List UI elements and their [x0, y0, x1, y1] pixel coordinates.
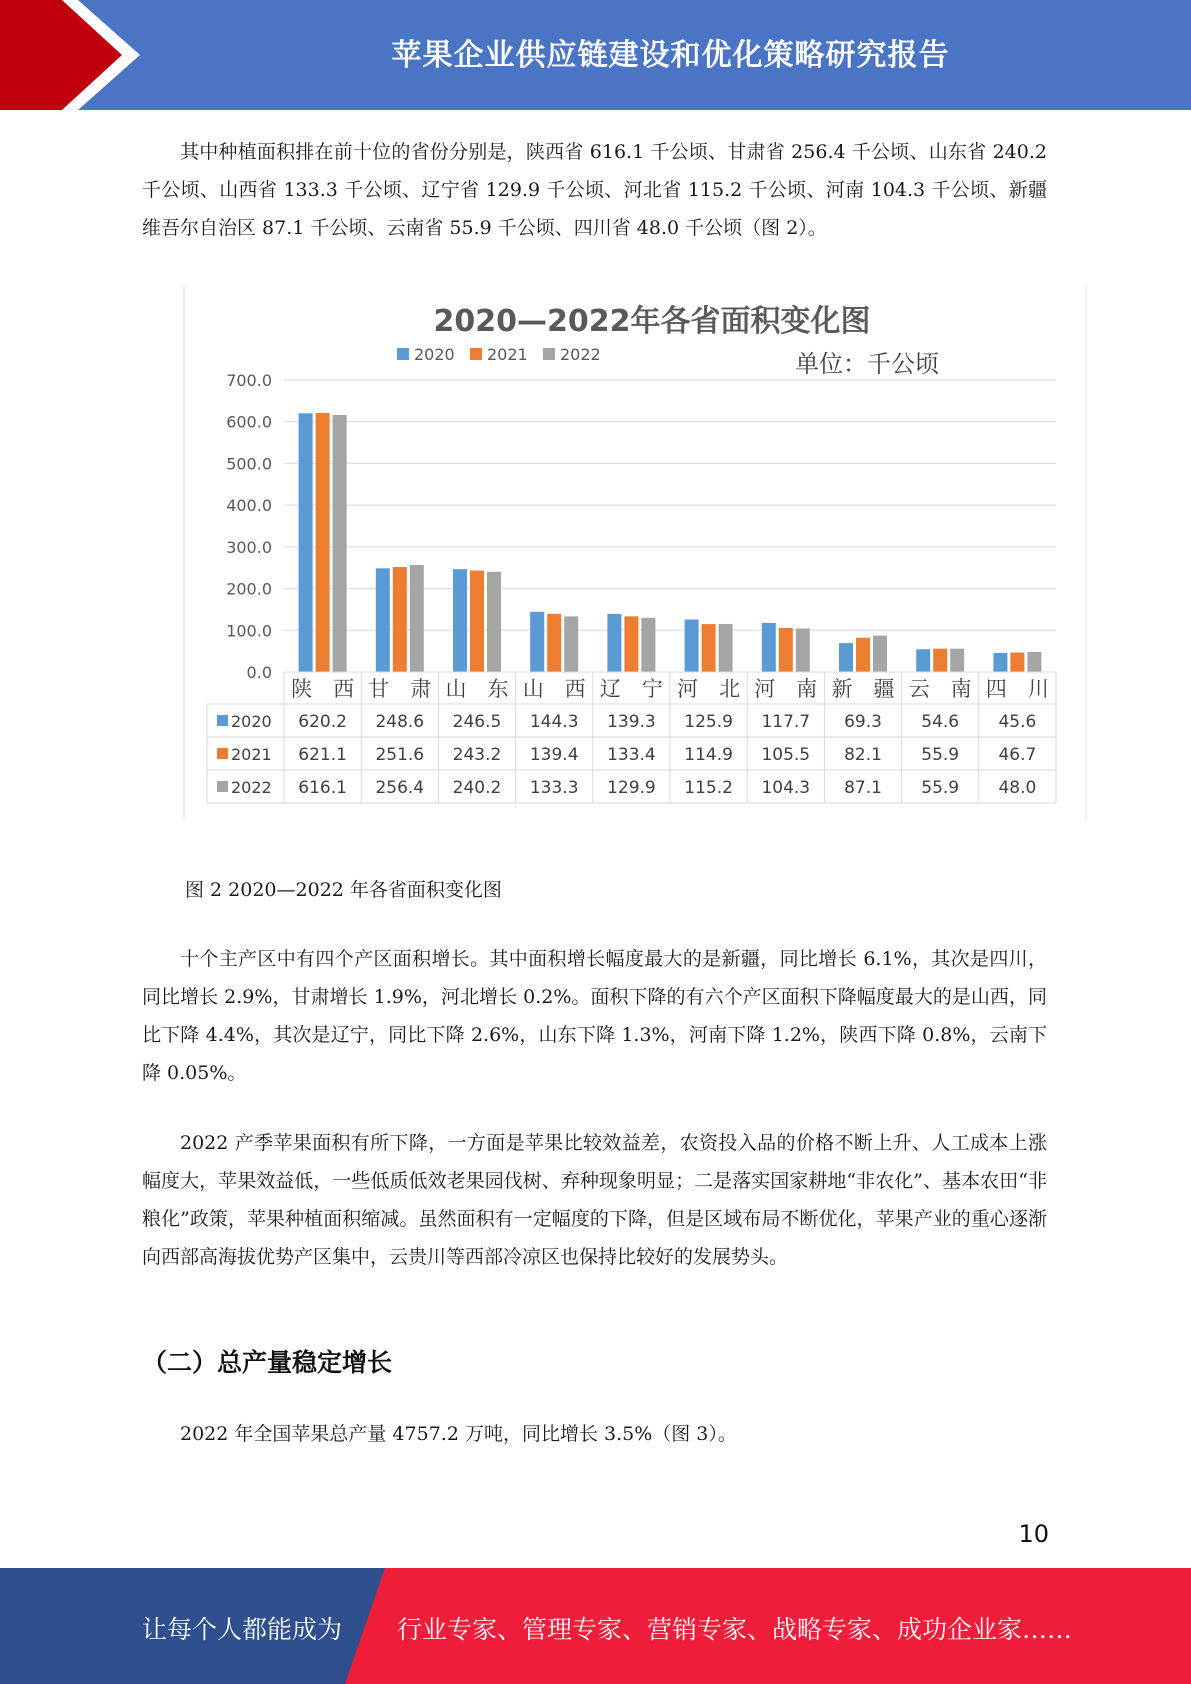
data-table-value: 129.9: [607, 778, 656, 798]
data-table-value: 48.0: [998, 778, 1037, 798]
data-table-value: 620.2: [298, 712, 347, 732]
data-table-value: 243.2: [452, 745, 502, 765]
data-table-value: 115.2: [684, 778, 733, 798]
bar-2022-4: [641, 618, 655, 672]
bar-2021-7: [856, 638, 870, 672]
category-label: 甘 肃: [368, 677, 432, 701]
data-table-value: 139.4: [529, 745, 579, 765]
legend-label-2022: 2022: [560, 345, 601, 364]
footer-slogan-right: 行业专家、管理专家、营销专家、战略专家、成功企业家……: [397, 1615, 1073, 1644]
footer-slogan-left: 让每个人都能成为: [142, 1615, 343, 1644]
bar-2022-9: [1027, 652, 1041, 672]
chart-title: 2020—2022年各省面积变化图: [433, 304, 871, 339]
page-number: 10: [1018, 1520, 1049, 1548]
legend-swatch-2020: [397, 348, 409, 360]
bar-2022-8: [950, 649, 964, 672]
data-table-value: 45.6: [998, 712, 1037, 732]
data-table-value: 248.6: [375, 712, 425, 732]
y-tick-label: 600.0: [226, 412, 272, 432]
data-table-value: 144.3: [529, 712, 579, 732]
bar-2021-3: [547, 614, 561, 672]
table-series-label: 2020: [231, 712, 272, 731]
data-table-value: 139.3: [607, 712, 656, 732]
bar-2021-0: [316, 413, 330, 672]
bar-2022-0: [333, 415, 347, 672]
data-table-value: 616.1: [298, 778, 347, 798]
bar-2020-0: [299, 413, 313, 672]
data-table-value: 54.6: [921, 712, 960, 732]
legend-label-2021: 2021: [487, 345, 528, 364]
report-title: 苹果企业供应链建设和优化策略研究报告: [391, 38, 950, 73]
bar-2020-9: [993, 653, 1007, 672]
bar-2020-2: [453, 569, 467, 672]
table-series-label: 2021: [231, 745, 272, 764]
data-table-value: 55.9: [921, 745, 960, 765]
paragraph-growth: 十个主产区中有四个产区面积增长。其中面积增长幅度最大的是新疆，同比增长 6.1%，其次是四川，同比增长 2.9%，甘肃增长 1.9%，河北增长 0.2%。面积下降的有六个产区面积下降幅度最大的是山西，同比下降 4.4%，其次是辽宁，同比下降 2.6%，山东下降 1.3%，河南下降 1.2%，陕西下降 0.8%，云南下降 0.05%。: [142, 948, 1047, 1084]
data-table-value: 87.1: [844, 778, 882, 798]
data-table-value: 82.1: [844, 745, 882, 765]
table-legend-swatch-2022: [217, 781, 228, 792]
bar-2020-4: [607, 614, 621, 672]
bar-2020-5: [685, 619, 699, 672]
data-table-value: 55.9: [921, 778, 960, 798]
bar-2022-3: [564, 616, 578, 672]
category-label: 山 西: [522, 677, 586, 701]
data-table-value: 104.3: [761, 778, 811, 798]
area-change-chart: [182, 285, 1088, 820]
y-tick-label: 300.0: [226, 537, 272, 557]
legend-swatch-2022: [543, 348, 555, 360]
table-legend-swatch-2020: [217, 715, 228, 726]
chart-unit-note: 单位：千公顷: [795, 350, 939, 378]
bar-2020-1: [376, 568, 390, 672]
data-table-value: 105.5: [761, 745, 811, 765]
table-legend-swatch-2021: [217, 748, 228, 759]
paragraph-production: 2022 年全国苹果总产量 4757.2 万吨，同比增长 3.5%（图 3）。: [180, 1423, 737, 1445]
chart-svg: [182, 285, 1088, 820]
category-label: 辽 宁: [599, 677, 663, 701]
data-table-value: 240.2: [452, 778, 502, 798]
data-table-value: 46.7: [998, 745, 1037, 765]
data-table-value: 251.6: [375, 745, 425, 765]
bar-2020-7: [839, 643, 853, 672]
data-table-value: 246.5: [452, 712, 502, 732]
y-tick-label: 700.0: [226, 371, 272, 390]
y-tick-label: 500.0: [226, 454, 272, 474]
section-heading: （二）总产量稳定增长: [142, 1348, 393, 1377]
data-table-value: 621.1: [298, 745, 347, 765]
bar-2021-6: [779, 628, 793, 672]
bar-2021-8: [933, 649, 947, 672]
data-table-value: 256.4: [375, 778, 425, 798]
figure-caption: 图 2 2020—2022 年各省面积变化图: [185, 879, 502, 901]
bar-2021-1: [393, 567, 407, 672]
data-table-value: 69.3: [844, 712, 882, 732]
bar-2020-6: [762, 623, 776, 672]
bar-2020-3: [530, 612, 544, 672]
data-table-value: 133.4: [607, 745, 656, 765]
bar-2021-2: [470, 571, 484, 672]
y-tick-label: 100.0: [226, 621, 272, 641]
bar-2022-2: [487, 572, 501, 672]
bar-2021-4: [624, 616, 638, 672]
category-label: 河 北: [677, 677, 741, 701]
bar-2022-5: [719, 624, 733, 672]
category-label: 河 南: [754, 677, 818, 701]
paragraph-decline-reasons: 2022 产季苹果面积有所下降，一方面是苹果比较效益差，农资投入品的价格不断上升、人工成本上涨幅度大，苹果效益低，一些低质低效老果园伐树、弃种现象明显；二是落实国家耕地“非农化”、基本农田“非粮化”政策，苹果种植面积缩减。虽然面积有一定幅度的下降，但是区域布局不断优化，苹果产业的重心逐渐向西部高海拔优势产区集中，云贵川等西部冷凉区也保持比较好的发展势头。: [142, 1132, 1047, 1268]
bar-2020-8: [916, 649, 930, 672]
y-tick-label: 0.0: [246, 663, 272, 682]
data-table-value: 133.3: [529, 778, 579, 798]
bar-2022-6: [796, 628, 810, 672]
y-tick-label: 200.0: [226, 579, 272, 599]
y-tick-label: 400.0: [226, 496, 272, 516]
category-label: 云 南: [908, 677, 972, 701]
data-table-value: 125.9: [684, 712, 733, 732]
table-series-label: 2022: [231, 778, 272, 797]
bar-2022-1: [410, 565, 424, 672]
bar-2022-7: [873, 636, 887, 672]
bar-2021-9: [1010, 653, 1024, 672]
category-label: 陕 西: [291, 677, 355, 701]
header-chevron-decoration: [0, 0, 150, 110]
page-header: [0, 0, 1191, 110]
page-footer: [0, 1568, 1191, 1684]
data-table-value: 117.7: [761, 712, 811, 732]
bar-2021-5: [702, 624, 716, 672]
category-label: 山 东: [445, 677, 509, 701]
data-table-value: 114.9: [684, 745, 733, 765]
legend-swatch-2021: [470, 348, 482, 360]
legend-label-2020: 2020: [414, 345, 455, 364]
paragraph-intro: 其中种植面积排在前十位的省份分别是，陕西省 616.1 千公顷、甘肃省 256.4 千公顷、山东省 240.2 千公顷、山西省 133.3 千公顷、辽宁省 129.9 千公顷、河北省 115.2 千公顷、河南 104.3 千公顷、新疆维吾尔自治区 87.1 千公顷、云南省 55.9 千公顷、四川省 48.0 千公顷（图 2）。: [142, 141, 1047, 239]
category-label: 四 川: [985, 677, 1049, 701]
category-label: 新 疆: [831, 677, 895, 701]
